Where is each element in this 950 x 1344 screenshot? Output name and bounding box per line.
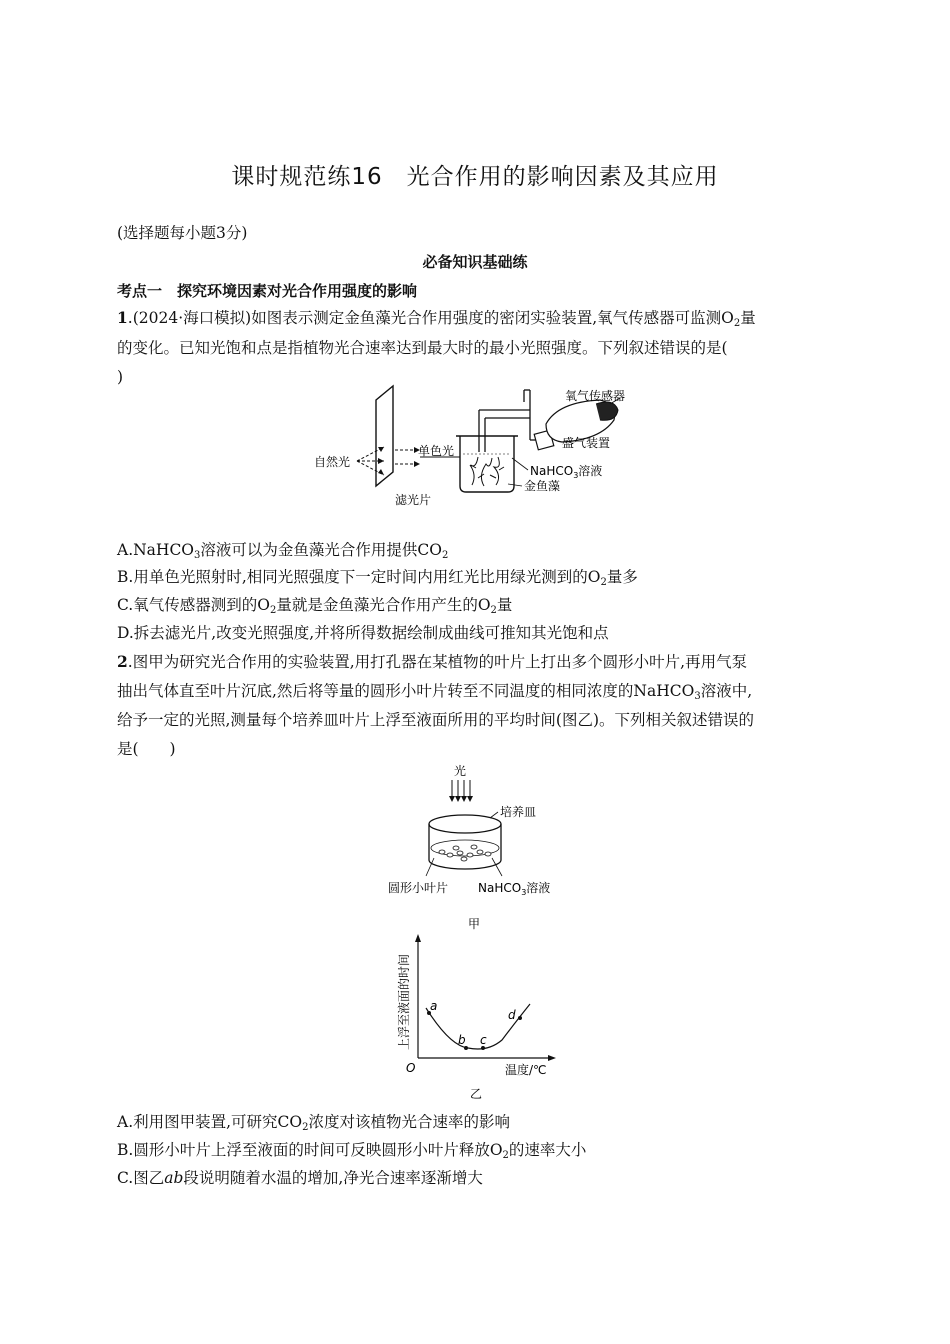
q1-line2: 的变化。已知光饱和点是指植物光合速率达到最大时的最小光照强度。下列叙述错误的是(: [117, 339, 728, 357]
q1-option-b: B.用单色光照射时,相同光照强度下一定时间内用红光比用绿光测到的$O_2$量多: [117, 568, 638, 588]
filter-plate: [376, 386, 393, 486]
q1-line1: [117, 305, 837, 331]
point-d: [518, 1016, 522, 1020]
label-a: a: [430, 999, 438, 1013]
natural-light-label: 自然光: [314, 455, 351, 469]
light-arrows: [452, 780, 470, 798]
section-heading: 必备知识基础练: [422, 253, 528, 271]
dish-base: [429, 860, 501, 869]
sensor-label: 氧气传感器: [565, 389, 626, 403]
light-label: 光: [454, 764, 467, 778]
solution-label-2: NaHCO$_3$溶液: [478, 881, 551, 897]
solution-label: NaHCO$_3$溶液: [530, 464, 603, 480]
plant-label: 金鱼藻: [524, 479, 561, 493]
label-d: d: [508, 1008, 516, 1022]
fig-a-caption: 甲: [468, 917, 481, 931]
topic-heading: 考点一 探究环境因素对光合作用强度的影响: [117, 282, 418, 300]
q2-line4: 是( ): [117, 740, 176, 758]
q1-option-d: D.拆去滤光片,改变光照强度,并将所得数据绘制成曲线可推知其光饱和点: [117, 624, 609, 642]
dish-pointer: [490, 812, 498, 818]
label-c: c: [480, 1033, 487, 1047]
q2-figure-b: [390, 928, 570, 1108]
gas-device-label: 盛气装置: [562, 436, 611, 450]
x-axis-arrow: [548, 1055, 556, 1061]
dish-label: 培养皿: [500, 805, 537, 819]
score-note: (选择题每小题3分): [117, 224, 248, 242]
q2-line3: 给予一定的光照,测量每个培养皿叶片上浮至液面所用的平均时间(图乙)。下列相关叙述错误的: [117, 711, 755, 729]
q2-figure-a: [370, 758, 590, 936]
q2-option-c: C.图乙ab段说明随着水温的增加,净光合速率逐渐增大: [117, 1169, 483, 1187]
q2-number: 2: [117, 652, 128, 671]
x-axis-label: 温度/℃: [505, 1063, 547, 1077]
page-title: 课时规范练16 光合作用的影响因素及其应用: [231, 164, 719, 190]
q1-text-a: .(2024·海口模拟)如图表示测定金鱼藻光合作用强度的密闭实验装置,氧气传感器可监测O: [127, 309, 734, 327]
q1-line3: ): [117, 368, 124, 386]
label-b: b: [458, 1033, 466, 1047]
q1-figure: [300, 380, 660, 515]
leaf-label: 圆形小叶片: [388, 881, 449, 895]
q1-sub: 2: [733, 318, 741, 329]
leaf-pointer: [426, 858, 434, 876]
fig-b-caption: 乙: [470, 1087, 483, 1101]
leaf-discs: [439, 845, 491, 861]
q1-option-c: C.氧气传感器测到的$O_2$量就是金鱼藻光合作用产生的$O_2$量: [117, 596, 513, 616]
q2-option-a: A.利用图甲装置,可研究$CO_2$浓度对该植物光合速率的影响: [117, 1113, 511, 1133]
light-arrow-heads: [449, 796, 473, 802]
mono-light-label: 单色光: [418, 444, 455, 458]
filter-label: 滤光片: [395, 493, 432, 507]
origin-label: O: [406, 1061, 416, 1075]
q1-number: 1: [117, 308, 128, 327]
y-axis-arrow: [415, 934, 421, 942]
q2-option-b: B.圆形小叶片上浮至液面的时间可反映圆形小叶片释放$O_2$的速率大小: [117, 1141, 587, 1161]
q2-line1: 2.图甲为研究光合作用的实验装置,用打孔器在某植物的叶片上打出多个圆形小叶片,再用气泵: [117, 652, 748, 671]
beaker: [460, 436, 514, 492]
q1-option-a: A.NaHCO$_3$溶液可以为金鱼藻光合作用提供$CO_2$: [117, 541, 449, 561]
y-axis-label: 上浮至液面的时间: [397, 953, 411, 1050]
q1-text-b: 量: [740, 309, 756, 327]
q2-line2: 抽出气体直至叶片沉底,然后将等量的圆形小叶片转至不同温度的相同浓度的NaHCO$_3$溶液中,: [117, 682, 753, 702]
